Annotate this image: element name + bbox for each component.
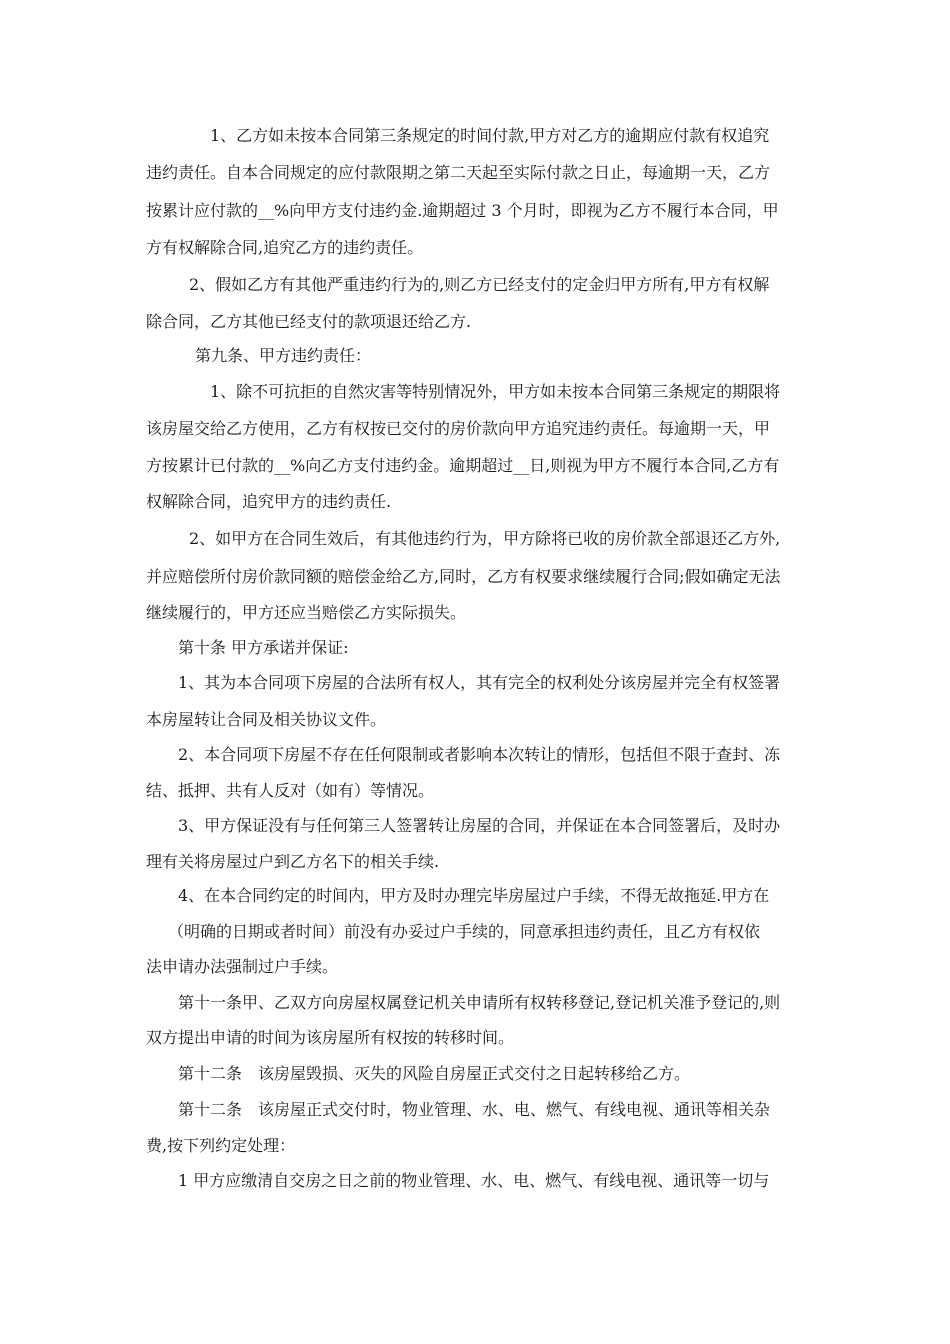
text-line: 费,按下列约定处理：	[146, 1136, 296, 1155]
text-line: 本房屋转让合同及相关协议文件。	[146, 710, 387, 729]
text-line: 3、甲方保证没有与任何第三人签署转让房屋的合同，并保证在本合同签署后，及时办	[178, 816, 781, 835]
section-heading: 第九条、甲方违约责任：	[195, 346, 372, 365]
text-line: 法申请办法强制过户手续。	[146, 957, 339, 976]
text-line: 1、其为本合同项下房屋的合法所有权人，其有完全的权利处分该房屋并完全有权签署	[178, 673, 781, 692]
section-heading: 第十一条甲、乙双方向房屋权属登记机关申请所有权转移登记,登记机关准予登记的,则	[178, 993, 781, 1012]
text-line: 该房屋交给乙方使用，乙方有权按已交付的房价款向甲方追究违约责任。每逾期一天，甲	[146, 419, 771, 438]
text-line: 违约责任。自本合同规定的应付款限期之第二天起至实际付款之日止，每逾期一天，乙方	[146, 163, 771, 182]
text-line: 理有关将房屋过户到乙方名下的相关手续.	[146, 852, 440, 871]
text-line: 1、乙方如未按本合同第三条规定的时间付款,甲方对乙方的逾期应付款有权追究	[210, 126, 770, 145]
text-line: 方有权解除合同,追究乙方的违约责任。	[146, 238, 424, 257]
section-heading: 第十二条 该房屋毁损、灭失的风险自房屋正式交付之日起转移给乙方。	[178, 1064, 691, 1083]
text-line: （明确的日期或者时间）前没有办妥过户手续的，同意承担违约责任，且乙方有权依	[168, 922, 761, 941]
text-line: 继续履行的，甲方还应当赔偿乙方实际损失。	[146, 603, 467, 622]
text-line: 权解除合同，追究甲方的违约责任.	[146, 492, 392, 511]
section-heading: 第十条 甲方承诺并保证:	[178, 638, 349, 657]
text-line: 4、在本合同约定的时间内，甲方及时办理完毕房屋过户手续，不得无故拖延.甲方在	[178, 886, 770, 905]
text-line: 除合同，乙方其他已经支付的款项退还给乙方.	[146, 312, 472, 331]
text-line: 并应赔偿所付房价款同额的赔偿金给乙方,同时，乙方有权要求继续履行合同;假如确定无法	[146, 567, 781, 586]
text-line: 2、如甲方在合同生效后，有其他违约行为，甲方除将已收的房价款全部退还乙方外,	[189, 529, 781, 548]
text-line: 1 甲方应缴清自交房之日之前的物业管理、水、电、燃气、有线电视、通讯等一切与	[178, 1171, 770, 1190]
text-line: 2、本合同项下房屋不存在任何限制或者影响本次转让的情形，包括但不限于查封、冻	[178, 745, 781, 764]
text-line: 1、除不可抗拒的自然灾害等特别情况外，甲方如未按本合同第三条规定的期限将	[210, 382, 781, 401]
text-line: 双方提出申请的时间为该房屋所有权按的转移时间。	[146, 1028, 515, 1047]
text-line: 结、抵押、共有人反对（如有）等情况。	[146, 781, 435, 800]
text-line: 2、假如乙方有其他严重违约行为的,则乙方已经支付的定金归甲方所有,甲方有权解	[189, 275, 770, 294]
text-line: 方按累计已付款的__%向乙方支付违约金。逾期超过__日,则视为甲方不履行本合同,乙方有	[146, 456, 780, 475]
section-heading: 第十二条 该房屋正式交付时，物业管理、水、电、燃气、有线电视、通讯等相关杂	[178, 1100, 771, 1119]
text-line: 按累计应付款的__%向甲方支付违约金.逾期超过 3 个月时，即视为乙方不履行本合同，甲	[146, 201, 779, 220]
